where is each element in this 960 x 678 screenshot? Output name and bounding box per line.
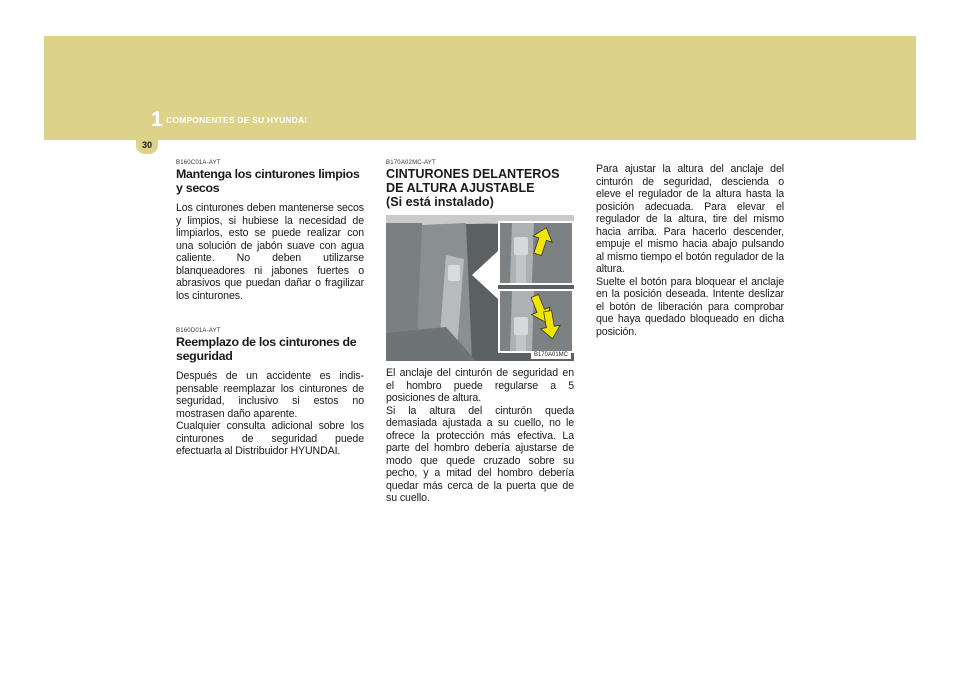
section-title-line: DE ALTURA AJUSTABLE xyxy=(386,181,535,195)
column-left xyxy=(176,160,364,458)
section-title-line: (Si está instalado) xyxy=(386,195,494,209)
page-number-tab xyxy=(136,136,158,154)
adjust-arrows xyxy=(386,215,574,361)
section-body: Si la altura del cinturón queda demasiada ajustada a su cuello, no le ofrece la protección más efectiva. La parte del hombro debería ajustarse de modo que quede cruzado sobre su pecho, y a mitad del hombro debería quedar más cerca de la puerta que de su cuello. xyxy=(386,404,574,504)
seat-belt-figure xyxy=(386,215,574,361)
section-code: B160D01A-AYT xyxy=(176,328,221,334)
section-title: Mantenga los cinturones limpios y secos xyxy=(176,167,360,195)
section-body: El anclaje del cinturón de seguridad en el hombro puede regularse a 5 posiciones de altura. xyxy=(386,367,574,404)
chapter-title: COMPONENTES DE SU HYUNDAI xyxy=(166,115,308,125)
chapter-number: 1 xyxy=(151,108,163,131)
column-middle xyxy=(386,160,574,505)
section-code: B170A02MC-AYT xyxy=(386,160,436,166)
page-number: 30 xyxy=(141,140,152,150)
figure-caption: B170A01MC xyxy=(531,351,571,359)
section-code: B160C01A-AYT xyxy=(176,160,221,166)
section-title: Reemplazo de los cinturones de seguridad xyxy=(176,335,357,363)
section-body: Los cinturones deben mantenerse secos y limpios, si hubiese la necesidad de limpiarlos, esto se puede realizar con una solución de jabón suave con agua caliente. No deben utilizarse blanqueadores ni jabones fuertes o abrasivos que puedan dañar o fragilizar los cinturones. xyxy=(176,202,364,302)
section-body: Suelte el botón para bloquear el anclaje en la posición deseada. Intente deslizar el botón de liberación para comprobar que haya quedado bloqueado en dicha posición. xyxy=(596,275,784,338)
section-body: Para ajustar la altura del anclaje del cinturón de seguridad, descienda o eleve el regulador de la altura hasta la posición adecuada. Para elevar el regulador de la altura, tire del mismo hacia arriba. Para hacerlo descender, empuje el mismo hacia abajo pulsando al mismo tiempo el botón regulador de la altura. xyxy=(596,163,784,275)
section-body: Después de un accidente es indis-pensable reemplazar los cinturones de seguridad, inclusivo si estos no mostrasen daño aparente. xyxy=(176,370,364,420)
section-title xyxy=(386,167,574,209)
section-title-line: CINTURONES DELANTEROS xyxy=(386,167,560,181)
arrow-up-icon xyxy=(528,225,556,258)
column-right xyxy=(596,163,784,338)
section-body: Cualquier consulta adicional sobre los cinturones de seguridad puede efectuarla al Distribuidor HYUNDAI. xyxy=(176,420,364,457)
